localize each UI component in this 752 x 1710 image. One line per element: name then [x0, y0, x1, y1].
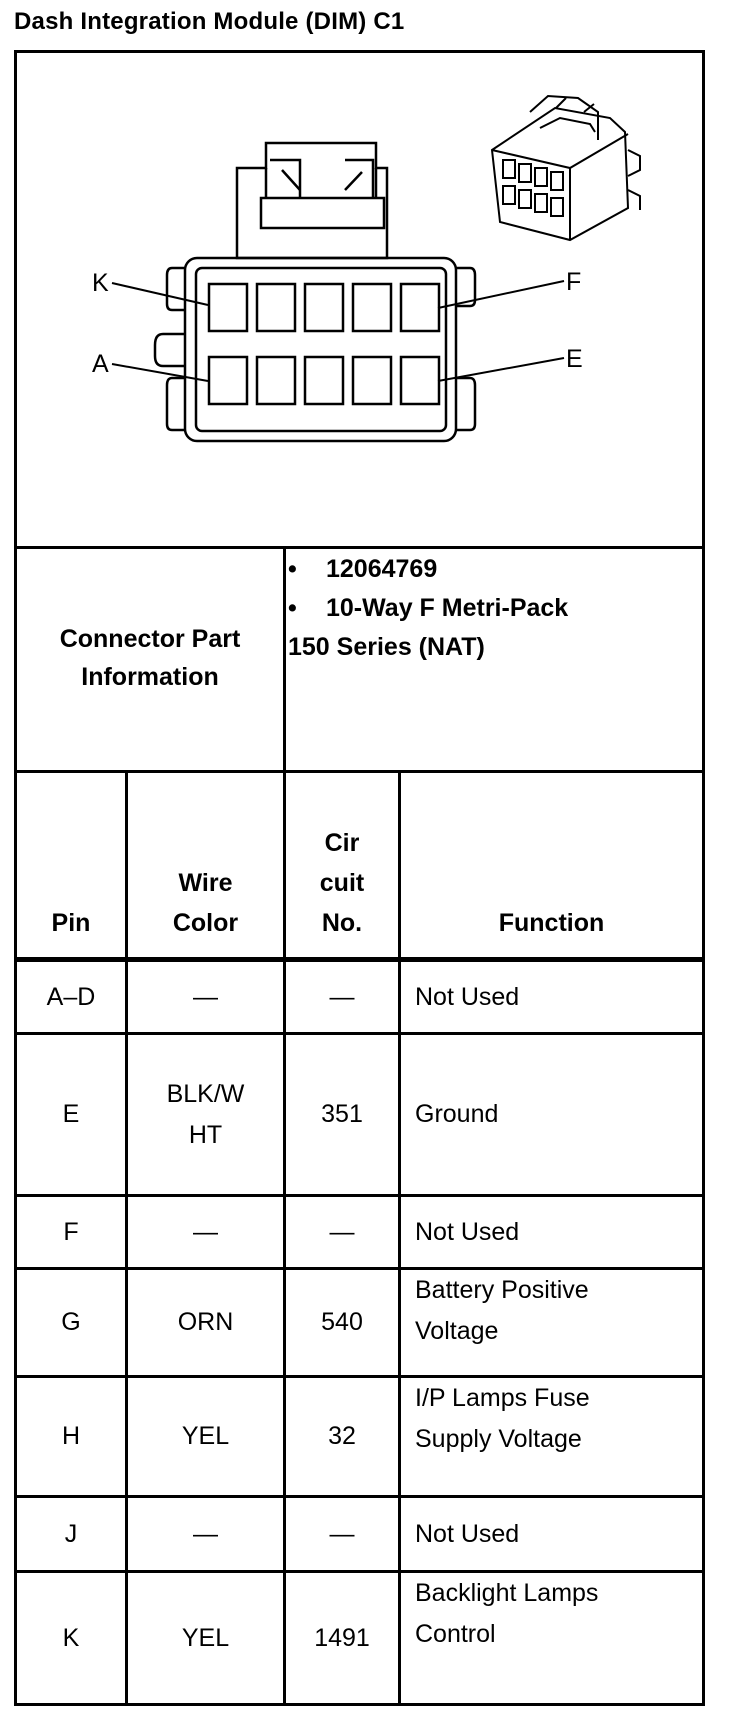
pin-cell: K	[62, 1623, 80, 1652]
cavity-bottom-1	[209, 357, 247, 404]
connector-body	[185, 258, 456, 441]
pin-label-a: A	[92, 350, 109, 378]
function-cell: Battery Positive Voltage	[415, 1276, 589, 1345]
header-wire-color: Wire Color	[172, 869, 239, 937]
circuit-cell: 32	[328, 1422, 356, 1450]
connector-series: 150 Series (NAT)	[288, 633, 485, 661]
wire-color-cell: ORN	[177, 1308, 234, 1336]
pin-label-k: K	[92, 269, 109, 297]
cavity-bottom-2	[257, 357, 295, 404]
header-function: Function	[498, 909, 605, 937]
pin-cell: A–D	[46, 982, 96, 1011]
pin-label-f: F	[566, 268, 582, 296]
connector-info-label	[17, 619, 283, 697]
circuit-cell: —	[329, 982, 355, 1011]
function-cell: Not Used	[415, 1519, 520, 1548]
wire-color-cell: —	[193, 1519, 218, 1548]
function-cell: Ground	[415, 1100, 499, 1128]
connector-type-item: • 10-Way F Metri-Pack	[288, 594, 569, 622]
pin-cell: G	[61, 1308, 81, 1336]
wire-color-cell: BLK/W HT	[166, 1079, 245, 1149]
cavity-top-1	[209, 284, 247, 331]
function-cell: Backlight Lamps Control	[415, 1579, 599, 1648]
wire-color-cell: YEL	[181, 1623, 230, 1652]
cavity-top-4	[353, 284, 391, 331]
function-cell: I/P Lamps Fuse Supply Voltage	[415, 1384, 590, 1453]
pin-cell: F	[63, 1217, 79, 1246]
page-title: Dash Integration Module (DIM) C1	[14, 8, 405, 35]
wire-color-cell: YEL	[181, 1422, 230, 1450]
circuit-cell: 1491	[314, 1623, 370, 1652]
header-pin: Pin	[51, 909, 91, 937]
wire-color-cell: —	[193, 1217, 218, 1246]
part-number-item: • 12064769	[288, 555, 438, 583]
cavity-top-2	[257, 284, 295, 331]
pin-cell: J	[64, 1519, 78, 1548]
latch-bar	[261, 198, 384, 228]
wire-color-cell: —	[193, 982, 218, 1011]
circuit-cell: —	[329, 1217, 355, 1246]
pin-cell: H	[61, 1422, 81, 1450]
pin-cell: E	[62, 1100, 80, 1128]
cavity-bottom-4	[353, 357, 391, 404]
header-circuit-no: Cir cuit No.	[319, 829, 365, 937]
connector-diagram	[0, 0, 752, 548]
cavity-top-3	[305, 284, 343, 331]
cavity-bottom-5	[401, 357, 439, 404]
function-cell: Not Used	[415, 1217, 520, 1246]
connector-info-label-line2: Information	[81, 663, 219, 691]
pin-label-e: E	[566, 345, 583, 373]
cavity-top-5	[401, 284, 439, 331]
connector-info-label-line1: Connector Part	[59, 625, 241, 653]
connector-info-list	[288, 550, 568, 667]
circuit-cell: —	[329, 1519, 355, 1548]
connector-3d-view	[492, 96, 640, 240]
cavity-bottom-3	[305, 357, 343, 404]
circuit-cell: 540	[321, 1308, 363, 1336]
function-cell: Not Used	[415, 982, 520, 1011]
circuit-cell: 351	[321, 1100, 363, 1128]
